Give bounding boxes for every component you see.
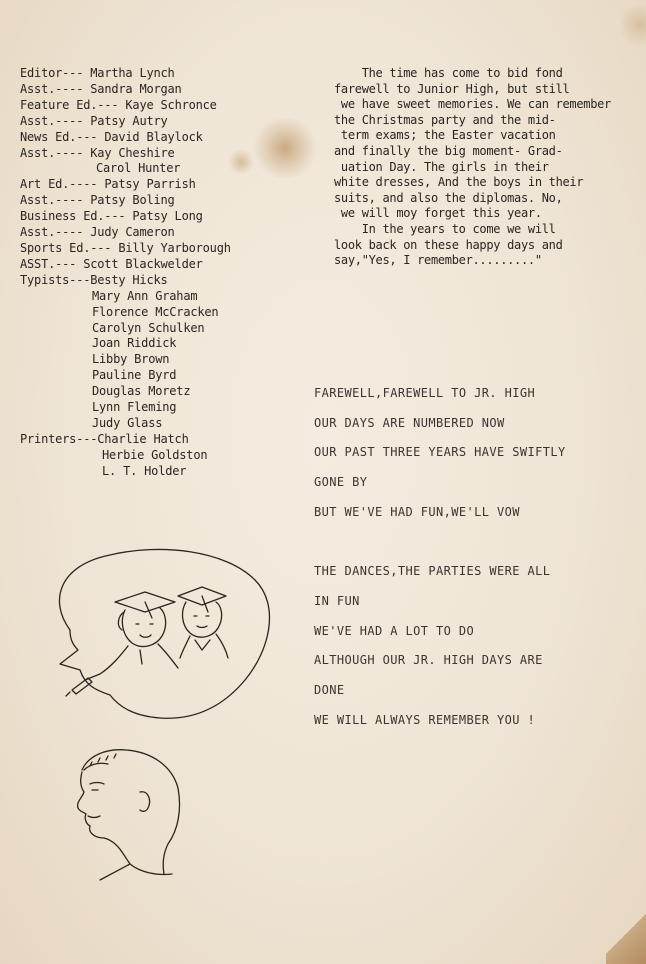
prose-line: we will moy forget this year.	[334, 206, 542, 221]
staff-row	[20, 98, 290, 114]
poem-line: IN FUN	[314, 593, 360, 608]
poem-line: BUT WE'VE HAD FUN,WE'LL VOW	[314, 504, 520, 519]
staff-row	[20, 241, 290, 257]
staff-name: Martha Lynch	[90, 66, 175, 80]
farewell-prose	[334, 66, 634, 269]
staff-role: Asst.----	[20, 113, 84, 128]
prose-line: and finally the big moment- Grad-	[334, 143, 563, 158]
poem-line: DONE	[314, 682, 345, 697]
typist-name: Libby Brown	[92, 352, 170, 367]
typist-name: Carolyn Schulken	[92, 320, 205, 335]
typist-name: Mary Ann Graham	[92, 288, 198, 303]
prose-line: In the years to come we will	[334, 221, 556, 236]
prose-line: white dresses, And the boys in their	[334, 175, 584, 190]
staff-name: Patsy Long	[132, 209, 203, 224]
staff-role: Sports Ed.---	[20, 240, 112, 255]
staff-role: ASST.---	[20, 256, 77, 271]
poem-line: WE'VE HAD A LOT TO DO	[314, 623, 475, 638]
staff-name: Billy Yarborough	[118, 240, 231, 255]
poem-line: ALTHOUGH OUR JR. HIGH DAYS ARE	[314, 653, 543, 668]
staff-role: Editor---	[20, 66, 84, 80]
staff-row	[20, 82, 290, 98]
staff-name: Judy Cameron	[90, 225, 175, 240]
staff-row	[20, 177, 290, 193]
typist-name: Judy Glass	[92, 415, 163, 430]
prose-line: say,"Yes, I remember........."	[334, 253, 542, 268]
typist-name: Pauline Byrd	[92, 368, 177, 383]
staff-row	[20, 193, 290, 209]
prose-line: we have sweet memories. We can remember	[334, 97, 611, 112]
staff-name: Sandra Morgan	[90, 81, 182, 96]
prose-line: the Christmas party and the mid-	[334, 112, 556, 127]
staff-row	[20, 130, 290, 146]
prose-line: The time has come to bid fond	[334, 66, 563, 80]
typist-name: Besty Hicks	[90, 272, 168, 287]
poem-line	[314, 533, 634, 563]
staff-list	[20, 66, 290, 480]
staff-row	[20, 273, 290, 289]
boy-profile-drawing	[60, 740, 200, 890]
poem-line: OUR PAST THREE YEARS HAVE SWIFTLY	[314, 445, 566, 460]
water-stain	[620, 0, 646, 50]
staff-role: Business Ed.---	[20, 209, 126, 224]
prose-line: farewell to Junior High, but still	[334, 81, 570, 96]
staff-row	[20, 114, 290, 130]
staff-name: Scott Blackwelder	[83, 256, 203, 271]
staff-role: Asst.----	[20, 225, 84, 240]
staff-name: Patsy Boling	[90, 193, 175, 208]
prose-line: suits, and also the diplomas. No,	[334, 190, 563, 205]
typist-name: Lynn Fleming	[92, 400, 177, 415]
printer-name: Charlie Hatch	[97, 431, 189, 446]
staff-role: Asst.----	[20, 81, 84, 96]
prose-line: uation Day. The girls in their	[334, 159, 549, 174]
printers-label: Printers---	[20, 431, 98, 446]
staff-name: Patsy Parrish	[104, 177, 196, 192]
staff-name: Carol Hunter	[96, 161, 181, 176]
poem-line: OUR DAYS ARE NUMBERED NOW	[314, 415, 505, 430]
staff-row	[20, 66, 290, 82]
staff-row	[20, 209, 290, 225]
typist-name: Joan Riddick	[92, 336, 177, 351]
staff-name: Patsy Autry	[90, 113, 168, 128]
poem-line: FAREWELL,FAREWELL TO JR. HIGH	[314, 386, 536, 400]
staff-row	[20, 257, 290, 273]
staff-name: Kaye Schronce	[125, 97, 217, 112]
staff-role: Asst.----	[20, 193, 84, 208]
staff-row	[20, 432, 290, 448]
typist-name: Florence McCracken	[92, 304, 219, 319]
poem-line: GONE BY	[314, 475, 368, 490]
typists-label: Typists---	[20, 272, 91, 287]
staff-row	[20, 225, 290, 241]
prose-line: look back on these happy days and	[334, 237, 563, 252]
poem-line: THE DANCES,THE PARTIES WERE ALL	[314, 564, 551, 579]
graduates-thought-bubble-drawing	[40, 540, 280, 730]
staff-role: Asst.----	[20, 145, 84, 160]
staff-role: Art Ed.----	[20, 177, 98, 192]
prose-line: term exams; the Easter vacation	[334, 128, 556, 143]
staff-role: News Ed.---	[20, 129, 98, 144]
staff-name: David Blaylock	[104, 129, 203, 144]
farewell-poem	[314, 385, 634, 741]
staff-row	[20, 146, 290, 162]
printer-name: Herbie Goldston	[102, 447, 208, 462]
staff-name: Kay Cheshire	[90, 145, 175, 160]
typist-name: Douglas Moretz	[92, 384, 191, 399]
staff-row	[20, 161, 290, 177]
poem-line: WE WILL ALWAYS REMEMBER YOU !	[314, 712, 536, 727]
staff-role: Feature Ed.---	[20, 97, 119, 112]
torn-corner	[606, 904, 646, 964]
printer-name: L. T. Holder	[102, 463, 187, 478]
